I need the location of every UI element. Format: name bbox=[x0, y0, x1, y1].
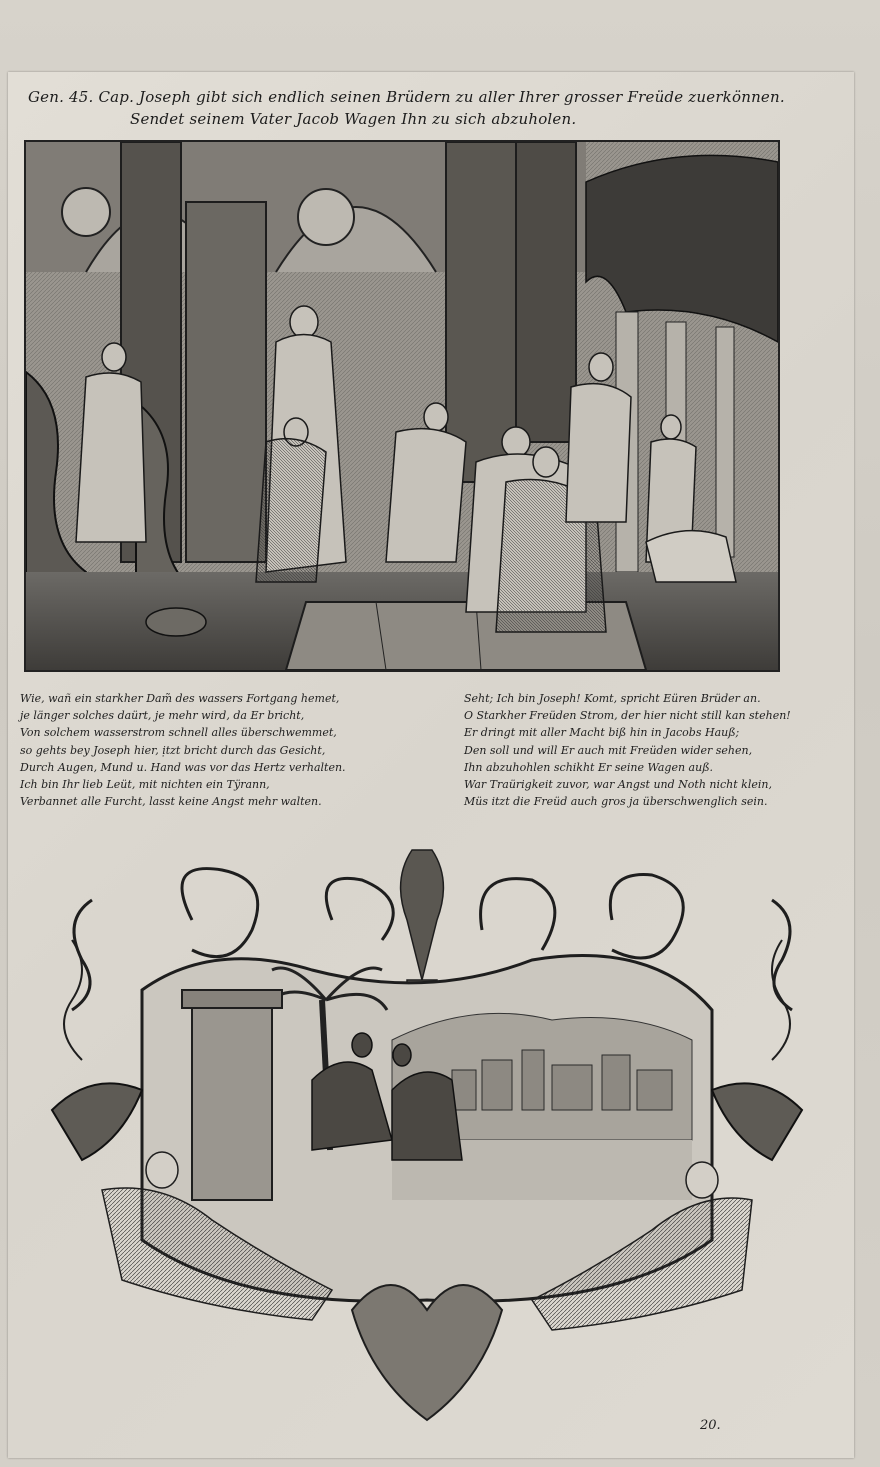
verse-line: Er dringt mit aller Macht biß hin in Jacobs Hauß; bbox=[464, 726, 740, 740]
verse-column-left bbox=[20, 690, 420, 810]
header-line-1: Gen. 45. Cap. Joseph gibt sich endlich seinen Brüdern zu aller Ihrer grosser Freüde zuerkönnen. bbox=[28, 88, 785, 106]
verse-line: je länger solches daürt, je mehr wird, da Er bricht, bbox=[20, 709, 305, 723]
cartouche-illustration bbox=[12, 840, 842, 1430]
verse-line: Verbannet alle Furcht, lasst keine Angst mehr walten. bbox=[20, 795, 322, 809]
ornamental-cartouche bbox=[12, 840, 842, 1430]
engraving-illustration bbox=[26, 142, 778, 670]
verse-line: Ich bin Ihr lieb Leüt, mit nichten ein Tÿrann, bbox=[20, 777, 270, 791]
verse-line: War Traürigkeit zuvor, war Angst und Noth nicht klein, bbox=[464, 777, 772, 791]
verse-line: Ihn abzuhohlen schikht Er seine Wagen auß. bbox=[464, 760, 714, 774]
engraving-joseph-and-brothers bbox=[24, 140, 780, 672]
verse-column-right bbox=[464, 690, 834, 810]
verse-line: so gehts bey Joseph hier, ịtzt bricht durch das Gesicht, bbox=[20, 743, 326, 757]
verse-line: Durch Augen, Mund u. Hand was vor das Hertz verhalten. bbox=[20, 760, 346, 774]
verse-line: Seht; Ich bin Joseph! Komt, spricht Eüren Brüder an. bbox=[464, 692, 761, 705]
page-number: 20. bbox=[700, 1418, 721, 1433]
verse-line: Müs itzt die Freüd auch gros ja überschwenglich sein. bbox=[464, 795, 768, 809]
verse-line: Den soll und will Er auch mit Freüden wider sehen, bbox=[464, 743, 753, 757]
verse-line: Wie, wañ ein starkher Dam̃ des wassers Fortgang hemet, bbox=[20, 692, 340, 705]
header-line-2: Sendet seinem Vater Jacob Wagen Ihn zu sich abzuholen. bbox=[130, 110, 577, 128]
verse-line: Von solchem wasserstrom schnell alles überschwemmet, bbox=[20, 726, 337, 740]
verse-line: O Starkher Freüden Strom, der hier nicht still kan stehen! bbox=[464, 709, 791, 723]
page-header bbox=[20, 86, 840, 134]
